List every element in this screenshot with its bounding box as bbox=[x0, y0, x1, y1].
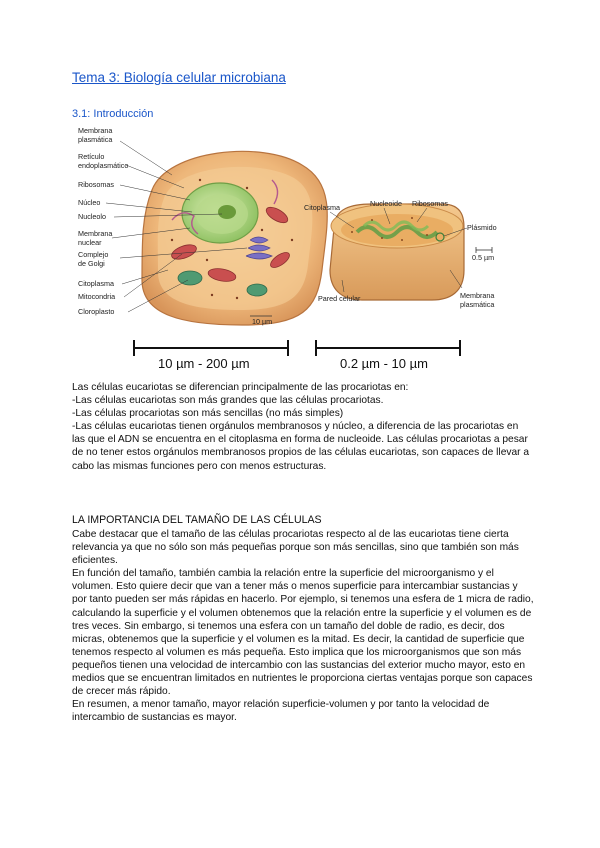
document-title[interactable]: Tema 3: Biología celular microbiana bbox=[72, 70, 286, 85]
pro-label-nucleoid: Nucleoide bbox=[370, 199, 402, 208]
pro-label-ribosomes: Ribosomas bbox=[412, 199, 448, 208]
intro-text bbox=[72, 381, 534, 473]
pro-label-membrane-1: Membrana bbox=[460, 291, 495, 300]
euk-label-nuclear-membrane-2: nuclear bbox=[78, 238, 102, 247]
section-subtitle: 3.1: Introducción bbox=[72, 108, 154, 120]
intro-line-1: Las células eucariotas se diferencian principalmente de las procariotas en: bbox=[72, 382, 409, 393]
cell-comparison-figure bbox=[72, 120, 532, 370]
size-paragraph-3: En resumen, a menor tamaño, mayor relación superficie-volumen y por tanto la velocidad de intercambio de sustancias es mayor. bbox=[72, 699, 490, 724]
eukaryotic-cell bbox=[142, 151, 327, 325]
size-paragraph-1: Cabe destacar que el tamaño de las células procariotas respecto al de las eucariotas tiene cierta relevancia ya que no sólo son más pequeñas porque son más sencillas, sino que también son más eficientes. bbox=[72, 529, 519, 567]
pro-label-cell-wall: Pared celular bbox=[318, 294, 361, 303]
intro-line-4: -Las células eucariotas tienen orgánulos membranosos y núcleo, a diferencia de las procariotas en las que el ADN se encuentra en el citoplasma en forma de nucleoide. Las células procariotas a pesar de no tener estos orgánulos membranosos propios de las células eucariotas, son capaces de llevar a cabo las mismas funciones pero con menos estructuras. bbox=[72, 421, 530, 472]
euk-label-er-1: Retículo bbox=[78, 152, 105, 161]
scale-label-eukaryote: 10 µm - 200 µm bbox=[158, 356, 250, 370]
scale-label-prokaryote: 0.2 µm - 10 µm bbox=[340, 356, 428, 370]
pro-label-scale: 0.5 µm bbox=[472, 253, 495, 262]
intro-line-2: -Las células eucariotas son más grandes que las células procariotas. bbox=[72, 395, 384, 407]
euk-label-nuclear-membrane-1: Membrana bbox=[78, 229, 113, 238]
euk-label-membrane-1: Membrana bbox=[78, 126, 113, 135]
intro-line-3: -Las células procariotas son más sencillas (no más simples) bbox=[72, 408, 344, 420]
euk-label-cytoplasm: Citoplasma bbox=[78, 279, 114, 288]
section-heading: LA IMPORTANCIA DEL TAMAÑO DE LAS CÉLULAS bbox=[72, 514, 322, 526]
euk-label-nucleus: Núcleo bbox=[78, 198, 101, 207]
euk-label-mitochondria: Mitocondria bbox=[78, 292, 116, 301]
pro-label-cytoplasm: Citoplasma bbox=[304, 203, 340, 212]
euk-label-golgi-2: de Golgi bbox=[78, 259, 105, 268]
pro-label-membrane-2: plasmática bbox=[460, 300, 495, 309]
euk-label-ribosomes: Ribosomas bbox=[78, 180, 114, 189]
euk-label-er-2: endoplasmático bbox=[78, 161, 129, 170]
prokaryotic-cell bbox=[330, 204, 495, 300]
euk-label-nucleolus: Nucleolo bbox=[78, 212, 106, 221]
euk-label-golgi-1: Complejo bbox=[78, 250, 109, 259]
euk-label-chloroplast: Cloroplasto bbox=[78, 307, 115, 316]
size-text bbox=[72, 528, 534, 724]
scale-bar-eukaryote bbox=[134, 340, 288, 356]
size-paragraph-2: En función del tamaño, también cambia la relación entre la superficie del microorganismo y el volumen. Esto quiere decir que van a tener más o menos superficie para intercambiar sustancias y por tanto pueden ser más rápidas en hacerlo. Por ejemplo, si tenemos una esfera de 1 micra de radio, calculando la superficie y el volumen obtenemos que la relación entre la superficie y el volumen es de tres veces. Sin embargo, si tenemos una esfera con un tamaño del doble de radio, es decir, dos micras, obtenemos que la superficie y el volumen es la mitad. Es decir, la cantidad de superficie que tenemos respecto al volumen es más pequeña. Esto implica que los microorganismos que son más pequeños tienen una velocidad de intercambio con las sustancias del exterior mucho mayor, esto en medios que se encuentran limitados en nutrientes le proporciona ciertas ventajas porque son capaces de crecer más rápido. bbox=[72, 568, 534, 698]
scale-bar-prokaryote bbox=[316, 340, 460, 356]
euk-label-membrane-2: plasmática bbox=[78, 135, 113, 144]
cell-diagram bbox=[72, 120, 532, 370]
pro-label-plasmid: Plásmido bbox=[467, 223, 497, 232]
euk-scale-label: 10 µm bbox=[252, 317, 273, 326]
